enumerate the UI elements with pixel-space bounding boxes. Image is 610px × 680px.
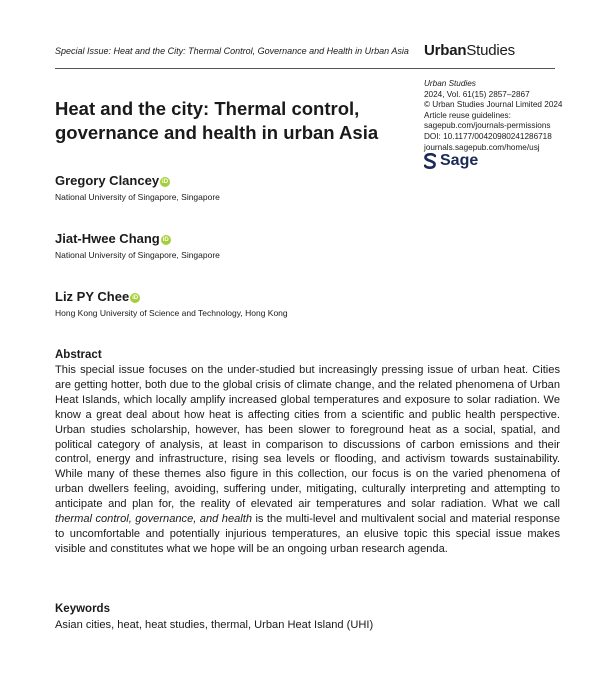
journal-meta — [424, 79, 562, 153]
author-affiliation: National University of Singapore, Singapore — [55, 192, 220, 202]
author-name — [55, 289, 140, 304]
abstract-heading: Abstract — [55, 349, 102, 361]
sage-wordmark: Sage — [440, 152, 479, 169]
abstract-emphasis: thermal control, governance, and health — [55, 513, 252, 526]
abstract-part-1: This special issue focuses on the under-studied but increasingly pressing issue of urban heat. Cities are getting hotter, both due to the global crisis of climate change, and the related phenomena of Urban Heat Islands, which locally amplify increased global temperatures and exposure to solar radiation. We know a great deal about how heat is affecting cities from a scientific and public health perspective. Urban studies scholarship, however, has been slower to foreground heat as a social, spatial, and political category of analysis, at least in comparison to discussions of carbon emissions and their control, energy and infrastructure, rising sea levels or flooding, and activism towards sustainability. While many of these themes also figure in this collection, our focus is on the varied phenomena of urban dwellers feeling, avoiding, suffering under, mitigating, culturally interpreting and attempting to anticipate and plan for, the reality of elevated air temperatures and solar radiation. What we call — [55, 364, 560, 511]
sage-s-icon — [424, 153, 436, 169]
meta-journal: Urban Studies — [424, 79, 476, 88]
author-name — [55, 231, 171, 246]
meta-permissions-link[interactable]: sagepub.com/journals-permissions — [424, 121, 551, 131]
article-title: Heat and the city: Thermal control, governance and health in urban Asia — [55, 98, 379, 143]
abstract-part-2: is the multi-level and multivalent social and material response to uncomfortable and potentially injurious temperatures, an elusive topic this special issue makes visible and constitutes what we hope will be an ongoing urban research agenda. — [55, 513, 560, 555]
special-issue-line: Special Issue: Heat and the City: Thermal Control, Governance and Health in Urban Asia — [55, 46, 409, 56]
keywords-heading: Keywords — [55, 603, 110, 615]
author-name-text: Gregory Clancey — [55, 173, 160, 188]
keywords-list: Asian cities, heat, heat studies, thermal, Urban Heat Island (UHI) — [55, 619, 374, 631]
journal-logo-urban: Urban — [424, 42, 467, 59]
orcid-icon[interactable]: iD — [162, 179, 169, 185]
meta-copyright: © Urban Studies Journal Limited 2024 — [424, 100, 563, 110]
meta-volume: 2024, Vol. 61(15) 2857–2867 — [424, 89, 530, 99]
author-affiliation: National University of Singapore, Singapore — [55, 250, 220, 260]
header-rule — [55, 68, 555, 69]
meta-home-link[interactable]: journals.sagepub.com/home/usj — [424, 142, 540, 152]
sage-logo — [424, 152, 478, 170]
journal-logo-studies: Studies — [466, 42, 515, 59]
author-affiliation: Hong Kong University of Science and Technology, Hong Kong — [55, 308, 288, 318]
journal-logo — [424, 42, 515, 59]
author-name-text: Jiat-Hwee Chang — [55, 231, 160, 246]
orcid-icon[interactable]: iD — [162, 237, 169, 243]
meta-doi[interactable]: DOI: 10.1177/00420980241286718 — [424, 131, 552, 141]
author-name — [55, 173, 170, 188]
abstract-text — [55, 363, 560, 557]
orcid-icon[interactable]: iD — [132, 295, 139, 301]
author-name-text: Liz PY Chee — [55, 289, 130, 304]
meta-reuse: Article reuse guidelines: — [424, 110, 511, 120]
